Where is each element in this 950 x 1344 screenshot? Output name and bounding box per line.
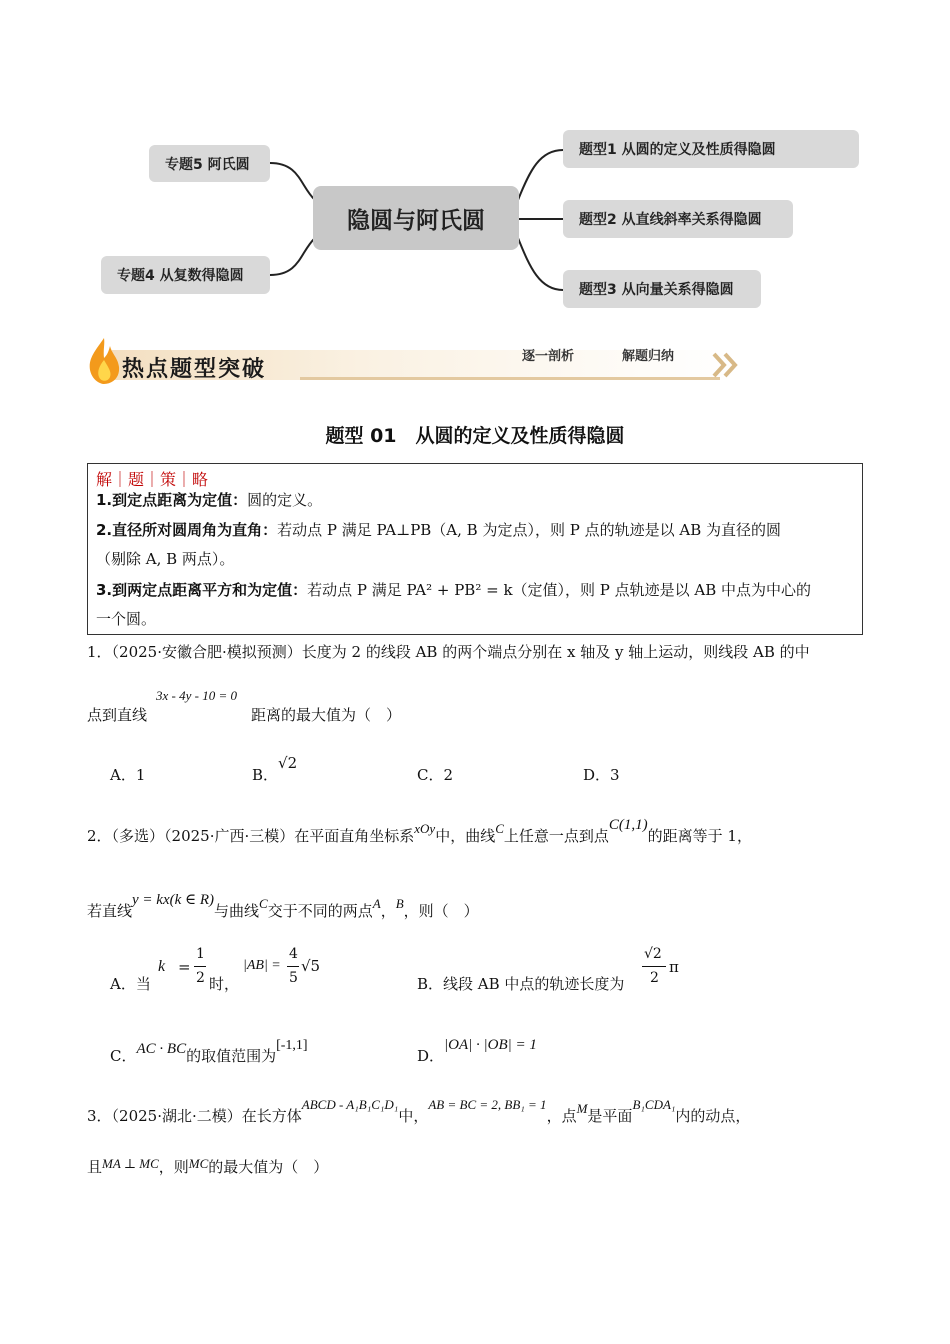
mindmap-node-type3: 题型3 从向量关系得隐圆	[563, 270, 761, 308]
mindmap-node-special4: 专题4 从复数得隐圆	[101, 256, 270, 294]
mindmap-center: 隐圆与阿氏圆	[313, 186, 519, 250]
mindmap-node-type1: 题型1 从圆的定义及性质得隐圆	[563, 130, 859, 168]
strategy-item-3-cont: 一个圆。	[96, 610, 157, 628]
mindmap-node-special5: 专题5 阿氏圆	[149, 145, 270, 182]
q1-line2b: 距离的最大值为（ ）	[251, 706, 402, 724]
q2-line1: 2．（多选）（2025·广西·三模）在平面直角坐标系xOy中，曲线C上任意一点到点C(1,1)的距离等于 1，	[87, 817, 752, 845]
q2-option-c[interactable]: C．AC · BC的取值范围为[-1,1]	[110, 1038, 308, 1065]
q2-option-a-num: 1	[196, 946, 205, 962]
q2-option-a-fraction-bar	[194, 966, 206, 967]
q2-option-a-ab: |AB| =	[243, 958, 281, 973]
double-chevron-icon	[712, 351, 742, 379]
strategy-header: 解｜题｜策｜略	[96, 470, 209, 489]
strategy-box	[87, 463, 863, 635]
q2-option-b-pi: π	[669, 958, 679, 976]
q2-option-a-when: 时，	[209, 975, 240, 993]
q2-option-a-den: 2	[196, 970, 205, 986]
strategy-item-2-cont: （剔除 A, B 两点）。	[96, 550, 235, 568]
q2-option-a-k: k	[158, 958, 166, 975]
strategy-item-2-text: 若动点 P 满足 PA⊥PB（A, B 为定点），则 P 点的轨迹是以 AB 为直径的圆	[277, 521, 781, 539]
banner-sub-1: 逐一剖析	[522, 349, 575, 364]
q2-option-a-eq: =	[178, 958, 191, 976]
q1-option-a[interactable]: A．1	[110, 766, 146, 784]
q1-equation: 3x - 4y - 10 = 0	[156, 688, 237, 703]
q2-option-a-fraction-bar2	[287, 966, 299, 967]
q2-option-b[interactable]: B．线段 AB 中点的轨迹长度为	[417, 975, 625, 993]
q3-line2: 且MA ⊥ MC，则MC的最大值为（ ）	[87, 1156, 329, 1176]
banner-line	[300, 377, 720, 380]
q2-option-a-root: √5	[301, 957, 321, 975]
q1-line2a: 点到直线	[87, 706, 148, 724]
mindmap-node-type2: 题型2 从直线斜率关系得隐圆	[563, 200, 793, 238]
strategy-item-1-title: 1.到定点距离为定值：	[96, 491, 248, 509]
q2-line2: 若直线y = kx(k ∈ R)与曲线C交于不同的两点A，B，则（ ）	[87, 892, 479, 920]
q2-option-a[interactable]: A．当	[110, 975, 151, 993]
strategy-item-3-text: 若动点 P 满足 PA² + PB² = k（定值），则 P 点轨迹是以 AB 中点为中心的	[307, 581, 812, 599]
q2-option-b-num: √2	[644, 946, 662, 962]
q2-option-b-fraction-bar	[642, 966, 666, 967]
strategy-item-2	[96, 520, 781, 540]
q2-option-b-den: 2	[650, 970, 659, 986]
q2-option-a-num2: 4	[289, 946, 298, 962]
banner-sub-2: 解题归纳	[622, 349, 675, 364]
flame-icon	[86, 336, 122, 386]
strategy-item-3	[96, 580, 811, 600]
q2-option-a-den2: 5	[289, 970, 298, 986]
q1-option-c[interactable]: C．2	[417, 766, 454, 784]
strategy-item-1	[96, 490, 322, 510]
q2-option-d[interactable]: D．|OA| · |OB| = 1	[417, 1037, 537, 1065]
strategy-item-3-title: 3.到两定点距离平方和为定值：	[96, 581, 308, 599]
banner-title: 热点题型突破	[122, 356, 267, 382]
section-title: 题型 01 从圆的定义及性质得隐圆	[325, 425, 625, 447]
strategy-item-2-title: 2.直径所对圆周角为直角：	[96, 521, 278, 539]
strategy-item-1-text: 圆的定义。	[247, 491, 323, 509]
q1-line1: 1．（2025·安徽合肥·模拟预测）长度为 2 的线段 AB 的两个端点分别在 x 轴及 y 轴上运动，则线段 AB 的中	[87, 643, 810, 661]
q1-option-d[interactable]: D．3	[583, 766, 620, 784]
q3-line1: 3．（2025·湖北·二模）在长方体ABCD - A₁B₁C₁D₁中，AB = BC = 2, BB₁ = 1，点M是平面B₁CDA₁内的动点，	[87, 1097, 751, 1125]
q1-option-b[interactable]: B．√2	[252, 754, 298, 784]
